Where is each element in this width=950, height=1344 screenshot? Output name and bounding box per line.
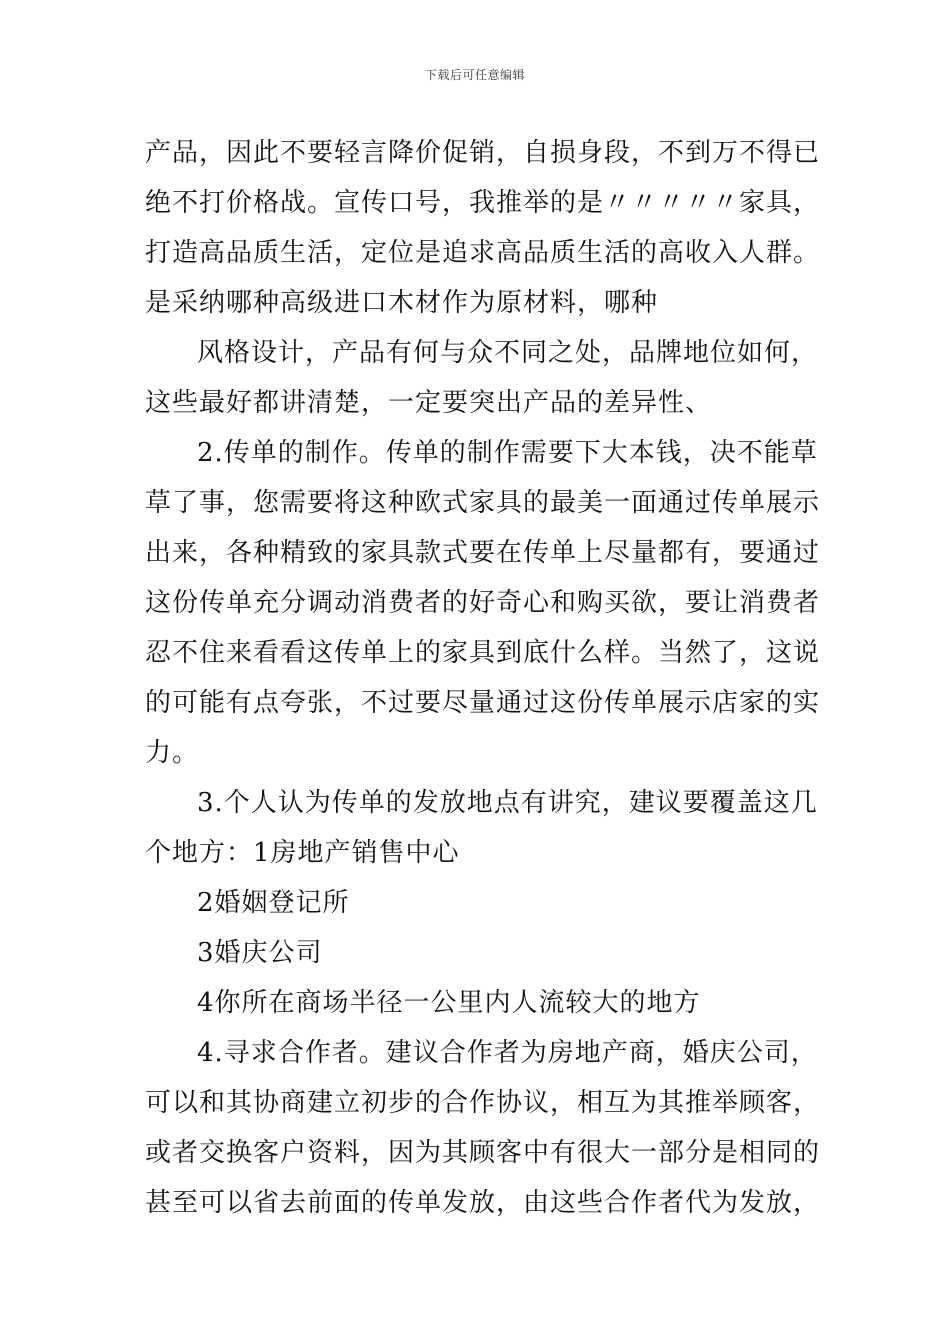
text-line: 力。 — [145, 738, 200, 768]
text-line: 风格设计，产品有何与众不同之处，品牌地位如何， — [197, 338, 819, 368]
body-text — [145, 128, 821, 1228]
text-line: 草了事，您需要将这种欧式家具的最美一面通过传单展示 — [145, 488, 821, 518]
text-line: 这份传单充分调动消费者的好奇心和购买欲，要让消费者 — [145, 588, 821, 618]
text-line: 是采纳哪种高级进口木材作为原材料，哪种 — [145, 288, 659, 318]
text-line: 或者交换客户资料，因为其顾客中有很大一部分是相同的 — [145, 1138, 821, 1168]
text-line: 可以和其协商建立初步的合作协议，相互为其推举顾客， — [145, 1088, 821, 1118]
text-line: 打造高品质生活，定位是追求高品质生活的高收入人群。 — [145, 238, 821, 268]
text-line: 忍不住来看看这传单上的家具到底什么样。当然了，这说 — [145, 638, 821, 668]
list-item: 4你所在商场半径一公里内人流较大的地方 — [197, 988, 701, 1018]
text-line: 产品，因此不要轻言降价促销，自损身段，不到万不得已 — [145, 138, 821, 168]
text-line: 4.寻求合作者。建议合作者为房地产商，婚庆公司， — [197, 1038, 818, 1068]
text-line: 的可能有点夸张，不过要尽量通过这份传单展示店家的实 — [145, 688, 821, 718]
text-line: 3.个人认为传单的发放地点有讲究，建议要覆盖这几 — [197, 788, 818, 818]
text-line: 2.传单的制作。传单的制作需要下大本钱，决不能草 — [197, 438, 818, 468]
text-line: 个地方：1房地产销售中心 — [145, 838, 460, 868]
list-item: 3婚庆公司 — [197, 938, 323, 968]
text-line: 出来，各种精致的家具款式要在传单上尽量都有，要通过 — [145, 538, 821, 568]
list-item: 2婚姻登记所 — [197, 888, 350, 918]
text-line: 绝不打价格战。宣传口号，我推举的是〃〃〃〃〃家具， — [145, 188, 821, 218]
text-line: 这些最好都讲清楚，一定要突出产品的差异性、 — [145, 388, 713, 418]
page-header: 下载后可任意编辑 — [424, 68, 525, 82]
text-line: 甚至可以省去前面的传单发放，由这些合作者代为发放， — [145, 1188, 821, 1218]
